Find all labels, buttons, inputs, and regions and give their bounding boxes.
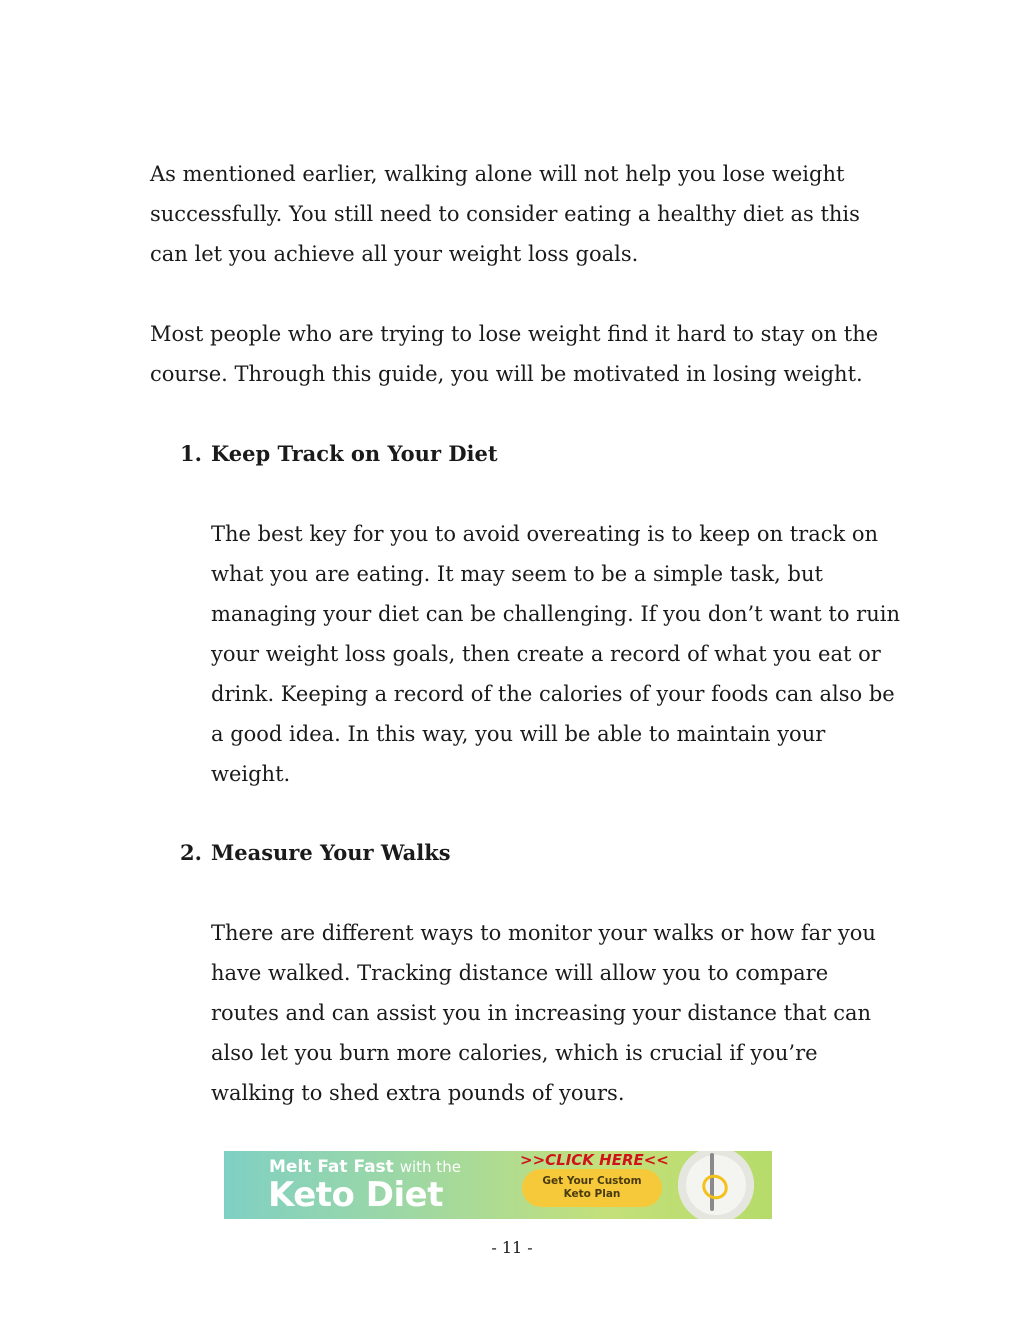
banner-headline-light: with the	[399, 1158, 461, 1176]
click-here-link[interactable]: >>CLICK HERE<<	[520, 1151, 669, 1169]
text-line: a good idea. In this way, you will be able to maintain your	[211, 722, 826, 746]
cta-line-2: Keto Plan	[563, 1188, 621, 1200]
text-line: routes and can assist you in increasing your distance that can	[211, 1001, 872, 1025]
text-line: weight.	[211, 762, 291, 786]
cta-line-1: Get Your Custom	[542, 1175, 642, 1187]
section-title: Keep Track on Your Diet	[211, 441, 498, 466]
intro-paragraph-1	[150, 154, 860, 274]
page-number: - 11 -	[491, 1238, 533, 1257]
text-line: course. Through this guide, you will be motivated in losing weight.	[150, 362, 863, 386]
text-line: can let you achieve all your weight loss goals.	[150, 242, 639, 266]
text-line: managing your diet can be challenging. If you don’t want to ruin	[211, 602, 900, 626]
text-line: As mentioned earlier, walking alone will not help you lose weight	[150, 162, 845, 186]
custom-keto-plan-button[interactable]	[522, 1169, 662, 1207]
text-line: There are different ways to monitor your walks or how far you	[211, 921, 876, 945]
text-line: walking to shed extra pounds of yours.	[211, 1081, 625, 1105]
text-line: have walked. Tracking distance will allow you to compare	[211, 961, 829, 985]
section-number: 1.	[180, 441, 202, 466]
section-title: Measure Your Walks	[211, 840, 451, 865]
section-body-diet	[211, 514, 900, 794]
intro-paragraph-2	[150, 314, 878, 394]
section-number: 2.	[180, 840, 202, 865]
section-body-walks	[211, 913, 876, 1113]
text-line: your weight loss goals, then create a record of what you eat or	[211, 642, 881, 666]
text-line: successfully. You still need to consider eating a healthy diet as this	[150, 202, 860, 226]
text-line: drink. Keeping a record of the calories of your foods can also be	[211, 682, 895, 706]
banner-title: Keto Diet	[268, 1175, 443, 1215]
text-line: Most people who are trying to lose weight find it hard to stay on the	[150, 322, 879, 346]
banner-headline	[269, 1157, 461, 1177]
banner-headline-bold: Melt Fat Fast	[269, 1157, 394, 1177]
text-line: The best key for you to avoid overeating is to keep on track on	[211, 522, 879, 546]
section-heading-diet	[180, 434, 498, 474]
keto-diet-ad-banner[interactable]	[224, 1151, 772, 1219]
text-line: also let you burn more calories, which is crucial if you’re	[211, 1041, 818, 1065]
text-line: what you are eating. It may seem to be a simple task, but	[211, 562, 823, 586]
section-heading-walks	[180, 833, 451, 873]
